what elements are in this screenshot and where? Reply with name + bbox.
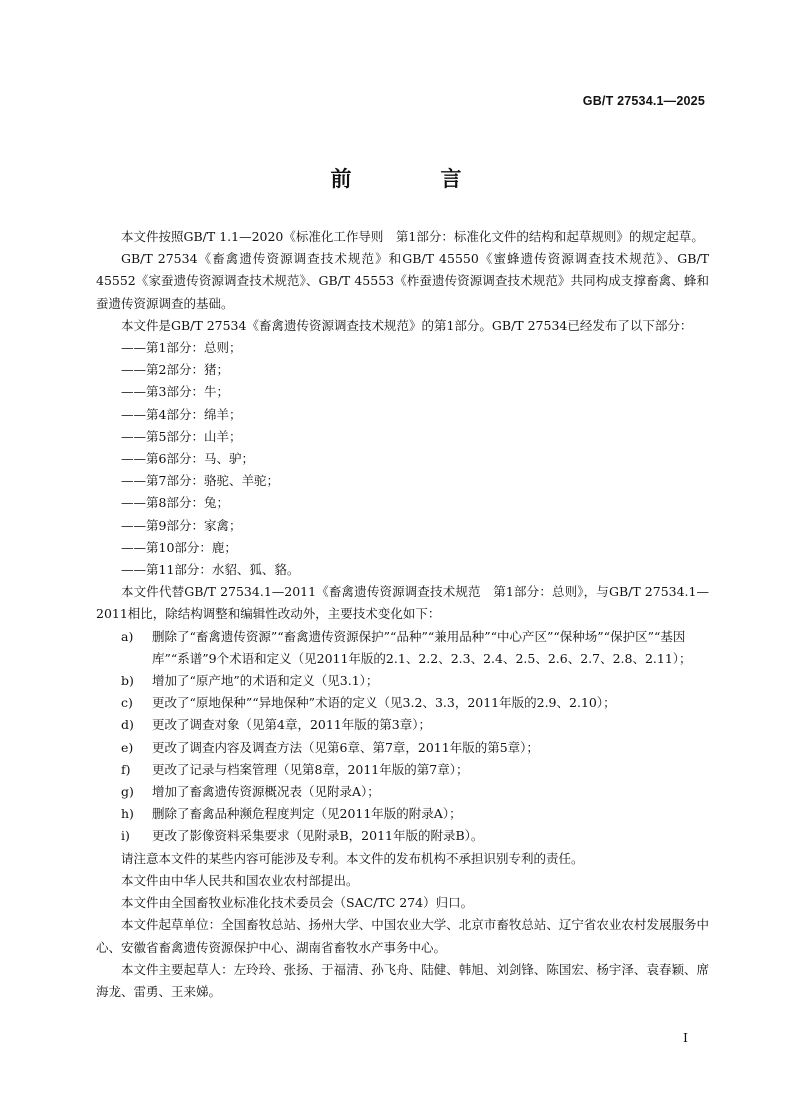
item-label: a) <box>121 628 134 644</box>
list-item: ——第6部分：马、驴； <box>121 451 254 467</box>
item-text: 更改了记录与档案管理（见第8章，2011年版的第7章）； <box>152 761 469 777</box>
list-item: ——第11部分：水貂、狐、貉。 <box>121 562 300 578</box>
list-item: ——第4部分：绵羊； <box>121 406 242 422</box>
item-label: d) <box>121 717 134 733</box>
list-item <box>96 825 709 847</box>
list-item: ——第1部分：总则； <box>121 340 242 356</box>
item-text: 更改了影像资料采集要求（见附录B，2011年版的附录B）。 <box>152 828 484 844</box>
item-label: i) <box>121 828 130 844</box>
list-item <box>96 714 709 736</box>
item-label: f) <box>121 761 131 777</box>
item-text: 增加了“原产地”的术语和定义（见3.1）； <box>152 673 379 689</box>
changes-list <box>96 626 709 848</box>
page-title: 前 言 <box>330 166 496 191</box>
paragraph: 本文件由全国畜牧业标准化技术委员会（SAC/TC 274）归口。 <box>121 895 474 911</box>
list-item <box>96 759 709 781</box>
paragraph: 本文件按照GB/T 1.1—2020《标准化工作导则 第1部分：标准化文件的结构和起草规则》的规定起草。 <box>121 229 704 244</box>
list-item: ——第7部分：骆驼、羊驼； <box>121 473 279 489</box>
paragraph: 本文件主要起草人：左玲玲、张扬、于福清、孙飞舟、陆健、韩旭、刘剑锋、陈国宏、杨宇泽、袁春颖、席海龙、雷勇、王来娣。 <box>96 961 709 999</box>
paragraph: 本文件起草单位：全国畜牧总站、扬州大学、中国农业大学、北京市畜牧总站、辽宁省农业农村发展服务中心、安徽省畜禽遗传资源保护中心、湖南省畜牧水产事务中心。 <box>96 917 709 955</box>
item-text: 更改了调查对象（见第4章，2011年版的第3章）； <box>152 717 431 733</box>
item-text: 删除了“畜禽遗传资源”“畜禽遗传资源保护”“品种”“兼用品种”“中心产区”“保种场”“保护区”“基因库”“系谱”9个术语和定义（见2011年版的2.1、2.2、2.3、2.4、2.5、2.6、2.7、2.8、2.11）； <box>152 628 692 666</box>
item-label: b) <box>121 673 134 689</box>
item-text: 删除了畜禽品种濒危程度判定（见2011年版的附录A）； <box>152 806 462 822</box>
paragraph: 本文件代替GB/T 27534.1—2011《畜禽遗传资源调查技术规范 第1部分：总则》，与GB/T 27534.1—2011相比，除结构调整和编辑性改动外，主要技术变化如下： <box>96 584 709 622</box>
list-item: ——第5部分：山羊； <box>121 428 242 444</box>
item-text: 增加了畜禽遗传资源概况表（见附录A）； <box>152 784 380 800</box>
item-label: g) <box>121 784 134 800</box>
list-item: ——第9部分：家禽； <box>121 517 242 533</box>
standard-code: GB/T 27534.1—2025 <box>582 94 705 108</box>
list-item <box>96 670 709 692</box>
page-number: I <box>683 1030 688 1045</box>
item-label: e) <box>121 739 134 755</box>
list-item: ——第10部分：鹿； <box>121 539 237 555</box>
item-text: 更改了“原地保种”“异地保种”术语的定义（见3.2、3.3，2011年版的2.9、2.10）； <box>152 695 616 711</box>
item-label: c) <box>121 695 133 711</box>
list-item: ——第8部分：兔； <box>121 495 229 511</box>
list-item: ——第3部分：牛； <box>121 384 229 400</box>
paragraph: GB/T 27534《畜禽遗传资源调查技术规范》和GB/T 45550《蜜蜂遗传资源调查技术规范》、GB/T 45552《家蚕遗传资源调查技术规范》、GB/T 45553《柞蚕遗传资源调查技术规范》共同构成支撑畜禽、蜂和蚕遗传资源调查的基础。 <box>96 251 709 311</box>
list-item <box>96 803 709 825</box>
list-item <box>96 781 709 803</box>
list-item <box>96 692 709 714</box>
preface-body <box>96 226 709 1003</box>
paragraph: 本文件是GB/T 27534《畜禽遗传资源调查技术规范》的第1部分。GB/T 27534已经发布了以下部分： <box>121 317 693 333</box>
list-item <box>96 737 709 759</box>
list-item: ——第2部分：猪； <box>121 362 229 378</box>
list-item <box>96 626 709 670</box>
paragraph: 请注意本文件的某些内容可能涉及专利。本文件的发布机构不承担识别专利的责任。 <box>121 850 584 866</box>
parts-list <box>96 337 709 581</box>
paragraph: 本文件由中华人民共和国农业农村部提出。 <box>121 872 359 888</box>
item-label: h) <box>121 806 134 822</box>
item-text: 更改了调查内容及调查方法（见第6章、第7章，2011年版的第5章）； <box>152 739 539 755</box>
